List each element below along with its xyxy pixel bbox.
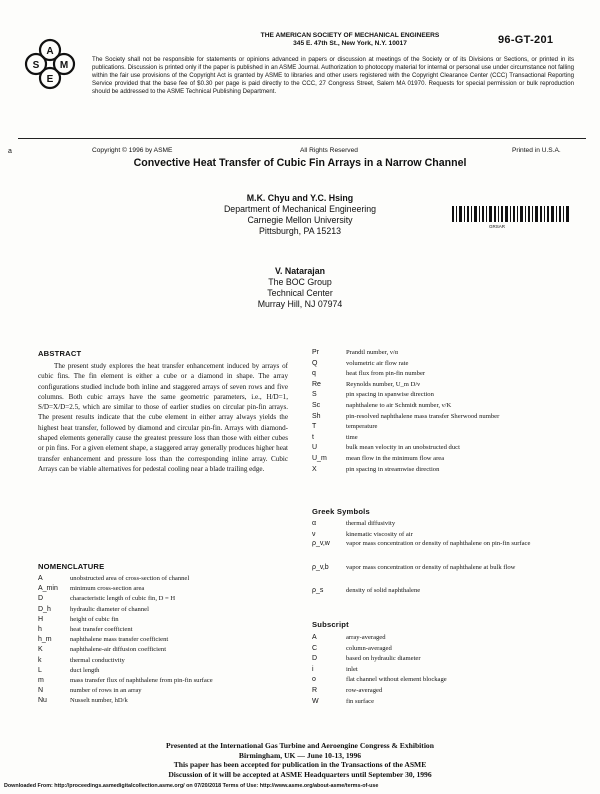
nom-symbol: Pr xyxy=(312,349,319,356)
nomenclature-item xyxy=(312,401,584,412)
abstract-paragraph: The present study explores the heat transfer enhancement induced by arrays of cubic fins. The fin element is either a cube or a diamond in shape. The array configurations studied include both inline and staggered arrays of seven rows and five columns. Both cubic arrays have the same geometric parameters, i.e., H/D=1, S/D=X/D=2.5, which are similar to those of earlier studies on circular pin-fin arrays. The present results indicate that the cube element in either array always yields the highest heat transfer, followed by diamond and circular pin-fin. Arrays with diamond-shaped elements generally cause the greatest pressure loss than those with either cubes or pin fins. For a given element shape, a staggered array generally produces higher heat transfer enhancement and pressure loss than the corresponding inline array. Cubic Arrays can be viable alternatives for pedestal cooling near a blade trailing edge. xyxy=(38,362,288,473)
subscript-definition: flat channel without element blockage xyxy=(346,676,447,684)
society-address: 345 E. 47th St., New York, N.Y. 10017 xyxy=(293,40,407,47)
greek-item xyxy=(312,564,584,580)
subscript-item xyxy=(312,697,584,708)
download-notice[interactable]: Downloaded From: http://proceedings.asmedigitalcollection.asme.org/ on 07/20/2018 Terms of Use: http://www.asme.org/about-asme/terms-of-use xyxy=(4,783,379,789)
nom-definition: mean flow in the minimum flow area xyxy=(346,454,445,462)
nom-definition: heat transfer coefficient xyxy=(70,625,133,633)
corner-mark: a xyxy=(8,148,12,155)
footer-line-1: Presented at the International Gas Turbine and Aeroengine Congress & Exhibition xyxy=(166,741,434,750)
nom-definition: heat flux from pin-fin number xyxy=(346,370,426,378)
nomenclature-item xyxy=(312,454,584,465)
subscript-symbol: i xyxy=(312,665,314,673)
author-names-2: V. Natarajan xyxy=(274,266,326,276)
nom-symbol: S xyxy=(312,391,317,399)
nom-symbol: Q xyxy=(312,359,318,367)
greek-definition: vapor mass concentration or density of naphthalene at bulk flow xyxy=(346,564,516,572)
nom-symbol: T xyxy=(312,423,317,431)
nom-definition: thermal conductivity xyxy=(70,656,125,664)
nomenclature-item xyxy=(38,635,300,645)
nom-definition: naphthalene mass transfer coefficient xyxy=(70,636,169,644)
nomenclature-item xyxy=(312,380,584,391)
nom-definition: bulk mean velocity in an unobstructed duct xyxy=(346,444,460,452)
subscript-symbol: C xyxy=(312,644,318,652)
nomenclature-item xyxy=(38,615,300,625)
nom-symbol: k xyxy=(38,656,42,664)
nom-symbol: L xyxy=(38,666,42,674)
nomenclature-item xyxy=(38,574,300,584)
nomenclature-item xyxy=(312,348,584,359)
subscript-item xyxy=(312,633,584,644)
affiliation-2-line2: Technical Center xyxy=(267,288,333,298)
nom-definition: volumetric air flow rate xyxy=(346,359,409,367)
nom-definition: temperature xyxy=(346,423,378,431)
greek-item xyxy=(312,586,584,597)
subscript-item xyxy=(312,675,584,686)
abstract-body xyxy=(38,361,288,474)
greek-definition: thermal diffusivity xyxy=(346,520,396,527)
nom-definition: Prandtl number, ν/α xyxy=(346,349,399,356)
greek-list xyxy=(312,519,584,597)
asme-logo xyxy=(22,36,78,92)
greek-item xyxy=(312,540,584,556)
author-block-2 xyxy=(150,266,450,310)
nom-symbol: Nu xyxy=(38,697,47,705)
greek-item xyxy=(312,519,584,530)
nom-definition: unobstructed area of cross-section of channel xyxy=(70,575,190,582)
subscript-item xyxy=(312,644,584,655)
greek-item xyxy=(312,530,584,541)
nom-symbol: H xyxy=(38,615,44,623)
nom-definition: pin spacing in spanwise direction xyxy=(346,391,434,399)
subscript-item xyxy=(312,686,584,697)
nomenclature-item xyxy=(38,584,300,594)
nom-symbol: X xyxy=(312,465,317,473)
affiliation-1-line3: Pittsburgh, PA 15213 xyxy=(259,226,341,236)
subscript-symbol: R xyxy=(312,686,318,694)
nomenclature-item xyxy=(38,645,300,655)
nom-symbol: q xyxy=(312,370,316,378)
nomenclature-item xyxy=(312,390,584,401)
abstract-heading: ABSTRACT xyxy=(38,349,82,358)
greek-definition: density of solid naphthalene xyxy=(346,587,421,595)
greek-heading: Greek Symbols xyxy=(312,507,370,516)
nom-symbol: A xyxy=(38,575,43,582)
subscript-definition: row-averaged xyxy=(346,686,383,694)
nom-definition: pin spacing in streamwise direction xyxy=(346,465,440,473)
subscript-definition: column-averaged xyxy=(346,644,392,652)
nom-definition: Nusselt number, hD/k xyxy=(70,697,128,705)
nom-definition: time xyxy=(346,433,358,441)
logo-letter-e: E xyxy=(46,74,54,85)
subscript-symbol: D xyxy=(312,655,318,663)
subscript-heading: Subscript xyxy=(312,620,349,629)
nomenclature-cont-list xyxy=(312,348,584,475)
barcode-label: GRSAR xyxy=(489,224,506,229)
nom-symbol: t xyxy=(312,433,314,441)
subscript-symbol: o xyxy=(312,676,316,684)
nomenclature-item xyxy=(38,625,300,635)
nomenclature-item xyxy=(312,443,584,454)
nom-symbol: h xyxy=(38,625,42,633)
nom-symbol: Sh xyxy=(312,412,321,420)
nomenclature-list xyxy=(38,574,300,706)
affiliation-1-line1: Department of Mechanical Engineering xyxy=(223,204,377,214)
nom-definition: hydraulic diameter of channel xyxy=(70,605,149,613)
greek-symbol: ρ_s xyxy=(312,587,324,595)
paper-title: Convective Heat Transfer of Cubic Fin Arrays in a Narrow Channel xyxy=(133,157,467,169)
society-name-block xyxy=(180,32,520,48)
greek-symbol: ρ_v,w xyxy=(312,540,330,548)
nom-symbol: N xyxy=(38,687,44,695)
subscript-definition: array-averaged xyxy=(346,634,386,641)
greek-symbol: α xyxy=(312,520,317,527)
logo-letter-s1: S xyxy=(32,60,40,71)
disclaimer: The Society shall not be responsible for statements or opinions advanced in papers or discussion at meetings of the Society or of its Divisions or Sections, or printed in its publications. Discussion is printed only if the paper is published in an ASME Journal. Authorization to photocopy material for internal or personal use under circumstance not falling within the fair use provisions of the Copyright Act is granted by ASME to libraries and other users registered with the Copyright Clearance Center (CCC) Transactional Reporting Service provided that the base fee of $0.30 per page is paid directly to the CCC, 27 Congress Street, Salem MA 01970. Requests for special permission or bulk reproduction should be addressed to the ASME Technical Publishing Department. xyxy=(92,56,574,95)
nom-definition: characteristic length of cubic fin, D = H xyxy=(70,595,176,603)
nomenclature-item xyxy=(312,422,584,433)
footer-line-3: This paper has been accepted for publication in the Transactions of the ASME xyxy=(173,760,427,770)
affiliation-2-line3: Murray Hill, NJ 07974 xyxy=(257,299,343,309)
subscript-definition: based on hydraulic diameter xyxy=(346,655,421,663)
greek-symbol: ν xyxy=(312,530,316,538)
nom-symbol: U xyxy=(312,444,318,452)
nomenclature-item xyxy=(38,666,300,676)
nomenclature-item xyxy=(38,605,300,615)
nom-symbol: Sc xyxy=(312,401,321,409)
nomenclature-item xyxy=(38,686,300,696)
nomenclature-item xyxy=(312,433,584,444)
presentation-notice xyxy=(0,741,600,779)
greek-symbol: ρ_v,b xyxy=(312,564,329,572)
subscript-list xyxy=(312,633,584,707)
nomenclature-item xyxy=(38,656,300,666)
nom-definition: height of cubic fin xyxy=(70,615,119,623)
nomenclature-heading: NOMENCLATURE xyxy=(38,562,105,571)
society-name: THE AMERICAN SOCIETY OF MECHANICAL ENGINEERS xyxy=(260,32,440,39)
nom-symbol: D xyxy=(38,595,44,603)
nom-definition: naphthalene to air Schmidt number, ν/K xyxy=(346,401,452,409)
nom-symbol: A_min xyxy=(38,585,58,593)
printed-in: Printed in U.S.A. xyxy=(512,147,561,154)
nom-symbol: h_m xyxy=(38,636,52,644)
nom-definition: pin-resolved naphthalene mass transfer Sherwood number xyxy=(346,412,500,420)
subscript-definition: inlet xyxy=(346,665,358,673)
nom-symbol: m xyxy=(38,676,44,684)
copyright: Copyright © 1996 by ASME xyxy=(92,147,173,154)
nomenclature-item xyxy=(38,676,300,686)
barcode xyxy=(452,206,570,222)
logo-letter-a: A xyxy=(46,46,54,57)
greek-definition: vapor mass concentration or density of naphthalene on pin-fin surface xyxy=(346,540,531,548)
paper-number: 96-GT-201 xyxy=(498,34,554,46)
nom-symbol: K xyxy=(38,646,43,654)
footer-line-4: Discussion of it will be accepted at ASME Headquarters until September 30, 1996 xyxy=(168,769,432,779)
nom-definition: duct length xyxy=(70,666,100,674)
greek-definition: kinematic viscosity of air xyxy=(346,530,413,538)
author-names-1: M.K. Chyu and Y.C. Hsing xyxy=(246,193,354,203)
nomenclature-item xyxy=(38,594,300,604)
nomenclature-item xyxy=(312,412,584,423)
nom-symbol: Re xyxy=(312,380,321,388)
nom-definition: naphthalene-air diffusion coefficient xyxy=(70,646,167,654)
subscript-item xyxy=(312,654,584,665)
subscript-definition: fin surface xyxy=(346,697,375,705)
nom-symbol: U_m xyxy=(312,454,327,462)
affiliation-2-line1: The BOC Group xyxy=(268,277,332,287)
author-block-1 xyxy=(150,193,450,237)
subscript-symbol: A xyxy=(312,634,317,641)
nom-definition: minimum cross-section area xyxy=(70,585,145,593)
nomenclature-item xyxy=(312,359,584,370)
subscript-symbol: W xyxy=(312,697,319,705)
nom-symbol: D_h xyxy=(38,605,51,613)
subscript-item xyxy=(312,665,584,676)
header-rule xyxy=(18,138,586,139)
logo-letter-m: M xyxy=(59,60,69,71)
footer-line-2: Birmingham, UK — June 10-13, 1996 xyxy=(238,750,362,760)
nom-definition: mass transfer flux of naphthalene from pin-fin surface xyxy=(70,676,213,684)
nomenclature-item xyxy=(312,465,584,476)
nom-definition: Reynolds number, U_m D/ν xyxy=(346,380,421,388)
nomenclature-item xyxy=(38,696,300,706)
nomenclature-item xyxy=(312,369,584,380)
affiliation-1-line2: Carnegie Mellon University xyxy=(247,215,353,225)
nom-definition: number of rows in an array xyxy=(70,687,142,695)
rights-reserved: All Rights Reserved xyxy=(300,147,358,154)
